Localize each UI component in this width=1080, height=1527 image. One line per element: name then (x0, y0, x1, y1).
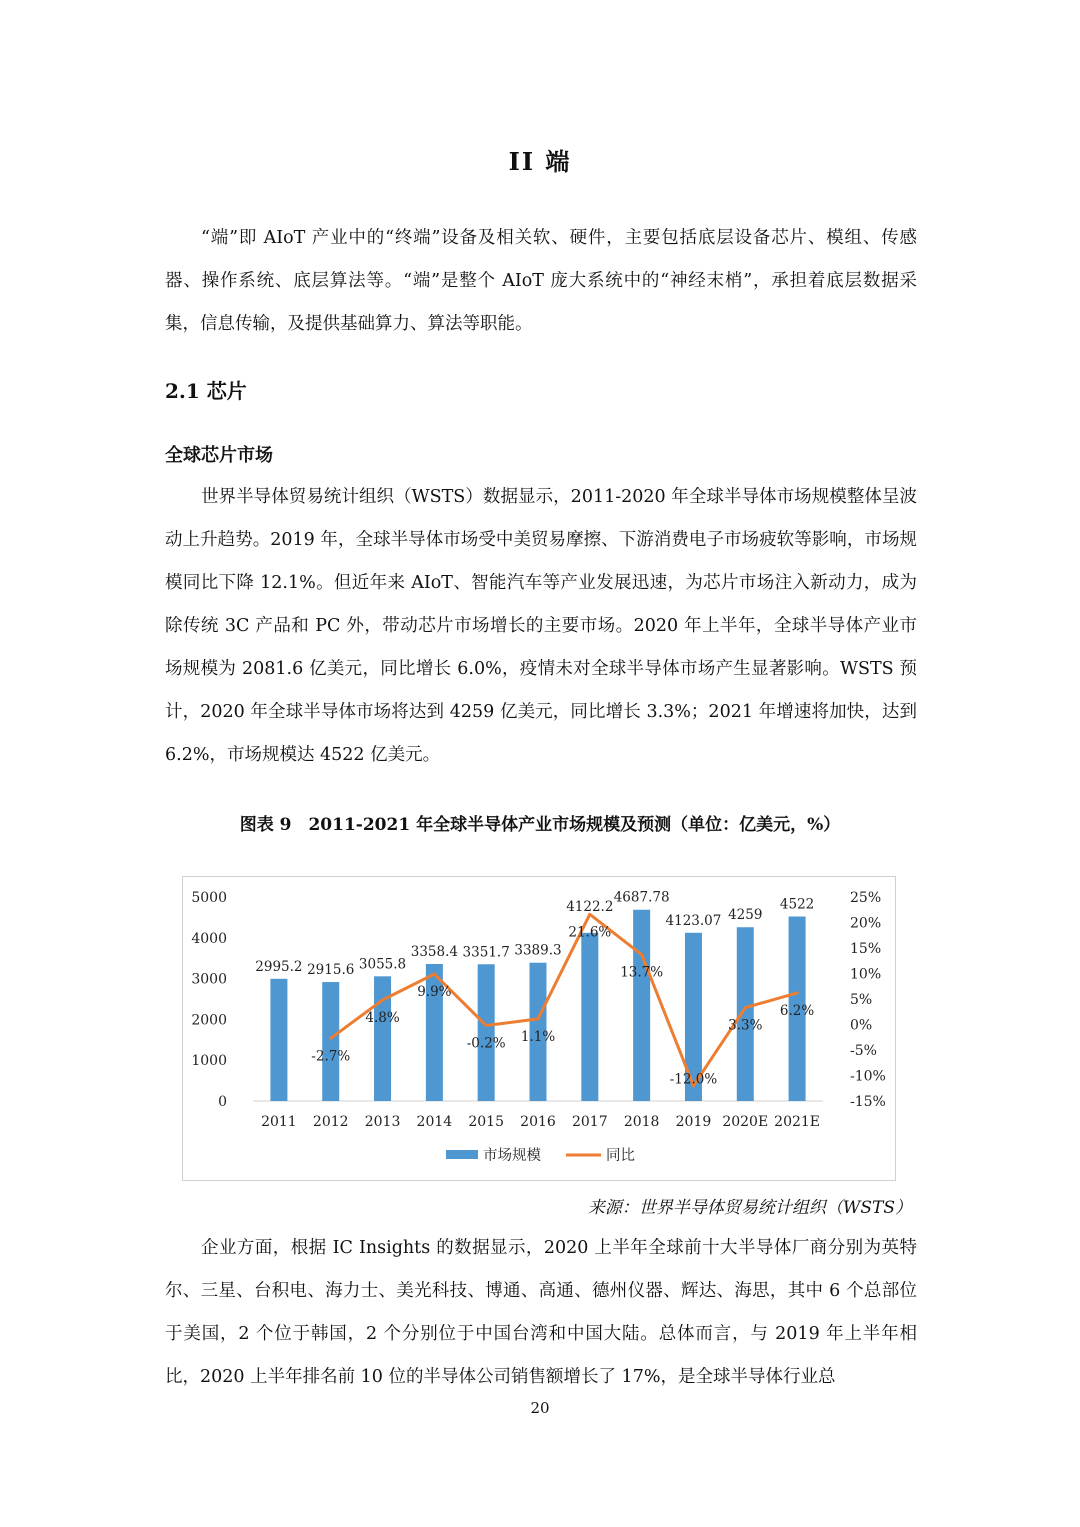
x-tick-label: 2013 (364, 1114, 401, 1130)
y-right-tick-label: 5% (850, 992, 873, 1008)
semiconductor-market-chart (183, 877, 895, 1180)
bar-2011 (270, 979, 287, 1101)
x-tick-label: 2014 (416, 1114, 453, 1130)
chart-container (182, 876, 896, 1181)
subsection-heading: 全球芯片市场 (165, 445, 273, 466)
intro-paragraph: “端”即 AIoT 产业中的“终端”设备及相关软、硬件，主要包括底层设备芯片、模组、传感器、操作系统、底层算法等。“端”是整个 AIoT 庞大系统中的“神经末梢”，承担着底层数据采集，信息传输，及提供基础算力、算法等职能。 (165, 228, 917, 334)
y-left-tick-label: 3000 (191, 971, 227, 988)
yoy-point-2012 (329, 1037, 332, 1040)
bar-value-label: 2995.2 (255, 958, 303, 975)
bar-2012 (322, 982, 339, 1101)
legend-bar-label: 市场规模 (483, 1148, 541, 1164)
y-left-tick-label: 5000 (191, 890, 227, 906)
x-tick-label: 2021E (774, 1114, 821, 1130)
bar-2013 (374, 976, 391, 1101)
y-right-tick-label: 20% (850, 915, 882, 932)
yoy-value-label: 21.6% (568, 924, 612, 941)
x-tick-label: 2017 (571, 1114, 608, 1130)
y-right-tick-label: -15% (850, 1094, 886, 1110)
bar-value-label: 3351.7 (462, 944, 510, 961)
yoy-point-2020E (744, 1006, 747, 1009)
bar-2015 (478, 964, 495, 1101)
x-tick-label: 2015 (468, 1114, 505, 1130)
bar-value-label: 4122.2 (566, 898, 614, 915)
yoy-value-label: -2.7% (311, 1048, 351, 1065)
bar-value-label: 4687.78 (613, 889, 670, 906)
x-tick-label: 2019 (675, 1114, 712, 1130)
x-tick-label: 2012 (312, 1114, 349, 1130)
yoy-value-label: -12.0% (669, 1071, 718, 1088)
source-note: 来源：世界半导体贸易统计组织（WSTS） (587, 1198, 912, 1218)
yoy-point-2013 (381, 999, 384, 1002)
y-right-tick-label: 10% (850, 966, 882, 983)
page-number: 20 (530, 1399, 550, 1417)
x-tick-label: 2020E (722, 1114, 769, 1130)
yoy-value-label: 13.7% (620, 964, 664, 981)
y-left-tick-label: 0 (218, 1094, 227, 1110)
y-left-tick-label: 2000 (191, 1012, 227, 1029)
yoy-value-label: 6.2% (779, 1002, 815, 1019)
y-left-tick-label: 4000 (191, 930, 227, 947)
legend-bar-swatch (446, 1150, 478, 1159)
yoy-point-2016 (537, 1017, 540, 1020)
bar-2017 (581, 933, 598, 1101)
yoy-line (331, 914, 797, 1085)
legend-line-label: 同比 (606, 1148, 635, 1164)
x-tick-label: 2018 (623, 1114, 660, 1130)
bar-value-label: 4259 (728, 907, 763, 924)
yoy-value-label: 3.3% (728, 1017, 763, 1034)
bar-value-label: 4123.07 (665, 912, 722, 929)
bar-2018 (633, 910, 650, 1101)
figure-caption: 图表 9 2011-2021 年全球半导体产业市场规模及预测（单位：亿美元，%） (239, 815, 841, 835)
y-right-tick-label: 0% (850, 1017, 873, 1034)
yoy-value-label: -0.2% (466, 1035, 506, 1052)
page-title: II 端 (508, 147, 572, 176)
bar-value-label: 4522 (779, 896, 815, 913)
x-tick-label: 2016 (520, 1114, 556, 1130)
y-right-tick-label: -5% (850, 1043, 877, 1059)
enterprise-paragraph: 企业方面，根据 IC Insights 的数据显示，2020 上半年全球前十大半导体厂商分别为英特尔、三星、台积电、海力士、美光科技、博通、高通、德州仪器、辉达、海思，其中 6 个总部位于美国，2 个位于韩国，2 个分别位于中国台湾和中国大陆。总体而言，与 2019 年上半年相比，2020 上半年排名前 10 位的半导体公司销售额增长了 17%，是全球半导体行业总 (165, 1238, 917, 1387)
bar-value-label: 2915.6 (307, 962, 355, 979)
y-right-tick-label: -10% (850, 1068, 886, 1085)
yoy-value-label: 4.8% (365, 1010, 400, 1027)
yoy-value-label: 1.1% (520, 1028, 556, 1045)
bar-value-label: 3389.3 (514, 942, 562, 959)
yoy-point-2021E (796, 991, 799, 994)
y-right-tick-label: 15% (850, 941, 882, 957)
yoy-point-2014 (433, 973, 436, 976)
yoy-point-2015 (485, 1024, 488, 1027)
bar-value-label: 3358.4 (410, 943, 458, 960)
yoy-value-label: 9.9% (417, 984, 452, 1001)
section-heading: 2.1 芯片 (165, 379, 247, 403)
x-tick-label: 2011 (261, 1114, 297, 1130)
y-left-tick-label: 1000 (191, 1053, 227, 1070)
y-right-tick-label: 25% (850, 890, 882, 906)
market-paragraph: 世界半导体贸易统计组织（WSTS）数据显示，2011-2020 年全球半导体市场规模整体呈波动上升趋势。2019 年，全球半导体市场受中美贸易摩擦、下游消费电子市场疲软等影响，市场规模同比下降 12.1%。但近年来 AIoT、智能汽车等产业发展迅速，为芯片市场注入新动力，成为除传统 3C 产品和 PC 外，带动芯片市场增长的主要市场。2020 年上半年，全球半导体产业市场规模为 2081.6 亿美元，同比增长 6.0%，疫情未对全球半导体市场产生显著影响。WSTS 预计，2020 年全球半导体市场将达到 4259 亿美元，同比增长 3.3%；2021 年增速将加快，达到 6.2%，市场规模达 4522 亿美元。 (165, 487, 917, 765)
bar-value-label: 3055.8 (358, 956, 407, 973)
yoy-point-2018 (640, 953, 643, 956)
